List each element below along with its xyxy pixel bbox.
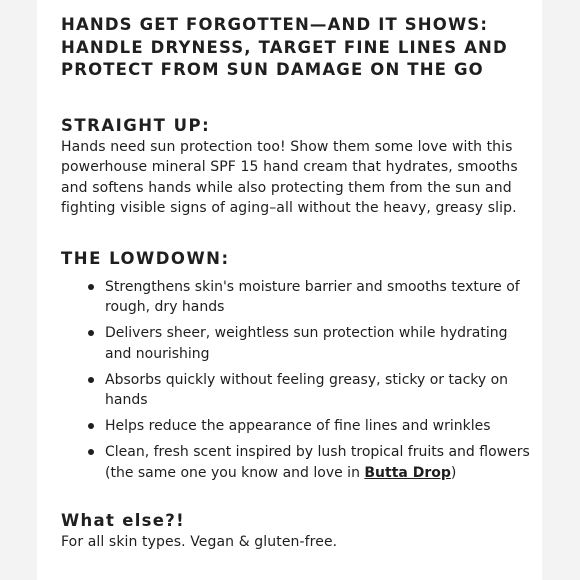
description-content <box>61 14 533 553</box>
lowdown-title: THE LOWDOWN: <box>61 248 230 268</box>
list-item-text: Delivers sheer, weightless sun protection while hydrating and nourishing <box>105 325 508 362</box>
list-item <box>61 277 533 318</box>
list-item-text: Strengthens skin's moisture barrier and smooths texture of rough, dry hands <box>105 278 520 315</box>
list-item-text-prefix: Clean, fresh scent inspired by lush tropical fruits and flowers (the same one you know and love in <box>105 444 530 481</box>
list-item <box>61 442 533 483</box>
bullet-icon <box>88 330 94 336</box>
bullet-icon <box>88 377 94 383</box>
list-item-text: Helps reduce the appearance of fine lines and wrinkles <box>105 418 491 434</box>
bullet-icon <box>88 284 94 290</box>
butta-drop-link[interactable]: Butta Drop <box>364 464 451 481</box>
bullet-icon <box>88 449 94 455</box>
list-item <box>61 416 533 437</box>
straight-up-title: STRAIGHT UP: <box>61 115 211 135</box>
list-item <box>61 370 533 411</box>
lowdown-list <box>61 277 533 484</box>
list-item <box>61 323 533 364</box>
bullet-icon <box>88 423 94 429</box>
straight-up-body: Hands need sun protection too! Show them some love with this powerhouse mineral SPF 15 hand cream that hydrates, smooths and softens hands while also protecting them from the sun and fighting visible signs of aging–all without the heavy, greasy slip. <box>61 138 518 216</box>
what-else-title: What else?! <box>61 511 185 530</box>
list-item-text-suffix: ) <box>450 464 457 481</box>
headline: HANDS GET FORGOTTEN—AND IT SHOWS: HANDLE DRYNESS, TARGET FINE LINES AND PROTECT FROM SUN DAMAGE ON THE GO <box>61 15 508 79</box>
product-description-panel <box>37 0 542 580</box>
what-else-body: For all skin types. Vegan & gluten-free. <box>61 534 338 550</box>
list-item-text: Absorbs quickly without feeling greasy, sticky or tacky on hands <box>105 371 509 408</box>
